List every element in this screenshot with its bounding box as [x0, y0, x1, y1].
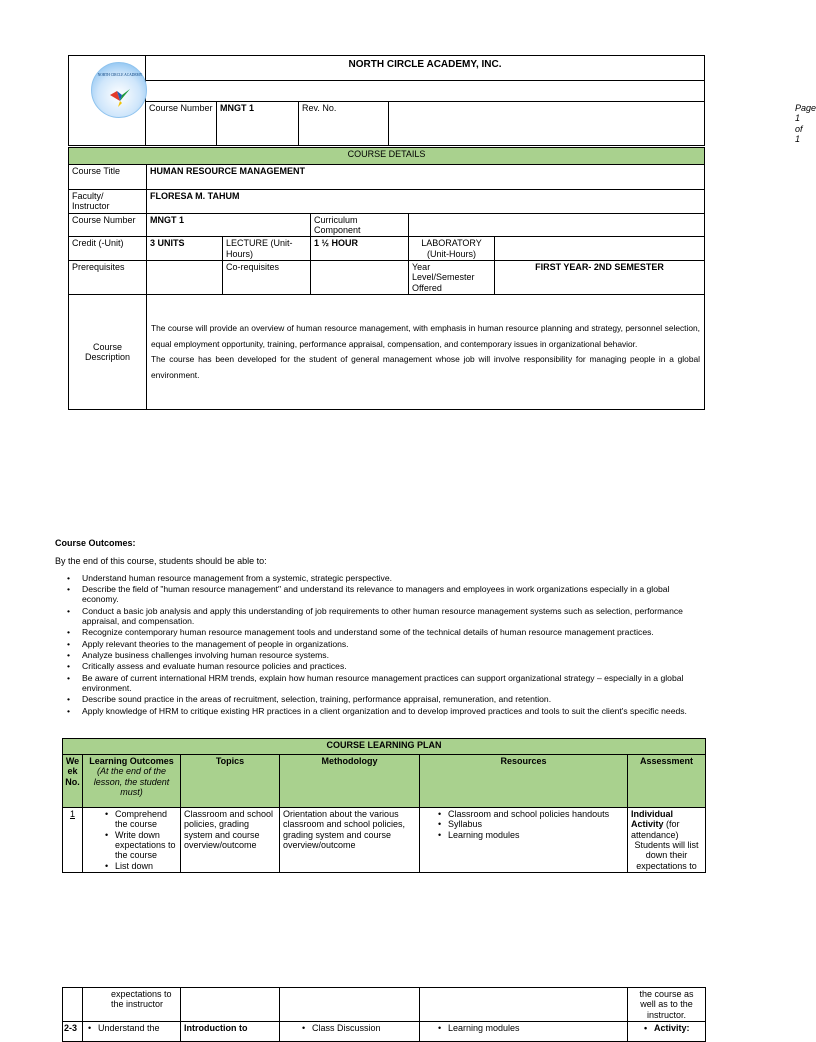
details-course-number-value: MNGT 1 — [147, 213, 311, 237]
list-item: • Activity: — [642, 1023, 702, 1033]
list-item: • Syllabus — [436, 819, 624, 829]
cont-methodology — [280, 988, 420, 1022]
outcome-item: • Recognize contemporary human resource management tools and understand some of the technical details of human resource management practices. — [65, 627, 705, 637]
assessment-rest: (for attendance) — [631, 819, 680, 840]
outcomes-title: Course Outcomes: — [55, 538, 136, 548]
row-methodology: Orientation about the various classroom and school policies, grading system and course overview/outcome — [280, 808, 420, 873]
table-row — [63, 988, 706, 1022]
row-resources-list — [436, 809, 624, 840]
outcome-item: • Apply relevant theories to the management of people in organizations. — [65, 639, 705, 649]
lecture-label: LECTURE (Unit-Hours) — [223, 237, 311, 261]
cont-outcome-2 — [83, 1022, 181, 1042]
header-table: NORTH CIRCLE ACADEMY NORTH CIRCLE ACADEMY, INC. Course Number MNGT 1 Rev. No. Page 1 of 1 — [68, 55, 705, 146]
outcome-item: • Conduct a basic job analysis and apply this understanding of job requirements to other human resource management systems such as selection, performance appraisal, and compensation. — [65, 606, 705, 626]
outcome-item: • Critically assess and evaluate human resource policies and practices. — [65, 661, 705, 671]
school-logo — [91, 62, 147, 118]
lab-label: LABORATORY (Unit-Hours) — [409, 237, 495, 261]
col-assessment: Assessment — [628, 755, 706, 808]
credit-value: 3 UNITS — [147, 237, 223, 261]
rev-label: Rev. No. — [299, 102, 389, 146]
outcomes-list — [65, 573, 705, 717]
course-title-value: HUMAN RESOURCE MANAGEMENT — [147, 165, 705, 190]
col-week: Week No. — [63, 755, 83, 808]
col-outcomes — [83, 755, 181, 808]
year-value: FIRST YEAR- 2ND SEMESTER — [495, 261, 705, 295]
credit-label: Credit (-Unit) — [69, 237, 147, 261]
outcome-item: • Describe the field of "human resource management" and understand its relevance to managers and employees in work organizations especially in a global economy. — [65, 584, 705, 604]
outcomes-intro: By the end of this course, students should be able to: — [55, 556, 267, 566]
row-resources — [420, 808, 628, 873]
coreq-label: Co-requisites — [223, 261, 311, 295]
lab-value — [495, 237, 705, 261]
header-blank-row — [146, 81, 705, 102]
week-number: 1 — [63, 808, 83, 873]
cont-resources — [420, 988, 628, 1022]
outcome-item: • Describe sound practice in the areas of recruitment, selection, training, performance appraisal, remuneration, and retention. — [65, 694, 705, 704]
assessment-more: Students will list down their expectations to — [634, 840, 699, 871]
prereq-value — [147, 261, 223, 295]
cont-topics — [181, 988, 280, 1022]
row-outcomes-list — [103, 809, 177, 871]
details-course-number-label: Course Number — [69, 213, 147, 237]
list-item: • Write down expectations to the course — [103, 830, 177, 861]
outcome-item: • Understand human resource management from a systemic, strategic perspective. — [65, 573, 705, 583]
learning-plan-table — [62, 738, 706, 873]
desc-paragraph-2: The course has been developed for the student of general management whose job will involve responsibility for managing people in a global environment. — [151, 354, 701, 380]
cont-assessment-2 — [628, 1022, 706, 1042]
row-outcomes — [83, 808, 181, 873]
col-outcomes-note: (At the end of the lesson, the student must) — [93, 766, 170, 798]
course-details-heading: COURSE DETAILS — [69, 148, 705, 165]
faculty-label: Faculty/ Instructor — [69, 190, 147, 214]
logo-text: NORTH CIRCLE ACADEMY — [97, 73, 143, 77]
table-row — [63, 808, 706, 873]
rev-value — [389, 102, 705, 146]
row-topics: Classroom and school policies, grading system and course overview/outcome — [181, 808, 280, 873]
lecture-value: 1 ½ HOUR — [311, 237, 409, 261]
row-assessment — [628, 808, 706, 873]
desc-label: Course Description — [69, 295, 147, 410]
list-item: • Learning modules — [436, 830, 624, 840]
list-item: • List down — [103, 861, 177, 871]
list-item: • Understand the — [86, 1023, 177, 1033]
outcome-item: • Apply knowledge of HRM to critique existing HR practices in a client organization and to develop improved practices and tools to suit the client's specific needs. — [65, 706, 705, 716]
outcome-item: • Be aware of current international HRM trends, explain how human resource management practices can support organizational strategy – especially in a global environment. — [65, 673, 705, 693]
course-number-label: Course Number — [146, 102, 217, 146]
list-item: • Learning modules — [436, 1023, 624, 1033]
desc-paragraph-1: The course will provide an overview of human resource management, with emphasis in human resource planning and strategy, personnel selection, equal employment opportunity, training, performance appraisal, compensation, and contemporary issues in organizational behavior. — [151, 323, 701, 349]
logo-cell — [69, 56, 146, 146]
faculty-value: FLORESA M. TAHUM — [147, 190, 705, 214]
cont-method-2 — [280, 1022, 420, 1042]
course-number-value: MNGT 1 — [217, 102, 299, 146]
assessment-bold: Individual Activity — [631, 809, 674, 830]
list-item: • Comprehend the course — [103, 809, 177, 830]
cont-topic-2: Introduction to — [181, 1022, 280, 1042]
curriculum-value — [409, 213, 705, 237]
cont-week-2: 2-3 — [63, 1022, 83, 1042]
course-title-label: Course Title — [69, 165, 147, 190]
course-details-table — [68, 147, 705, 410]
cont-outcomes: expectations to the instructor — [83, 988, 181, 1022]
learning-plan-heading: COURSE LEARNING PLAN — [63, 739, 706, 755]
coreq-value — [311, 261, 409, 295]
desc-cell — [147, 295, 705, 410]
cont-assessment: the course as well as to the instructor. — [628, 988, 706, 1022]
bird-icon — [108, 85, 132, 109]
learning-plan-continuation — [62, 987, 706, 1042]
list-item: • Class Discussion — [300, 1023, 416, 1033]
cont-resource-2 — [420, 1022, 628, 1042]
col-methodology: Methodology — [280, 755, 420, 808]
outcome-item: • Analyze business challenges involving human resource systems. — [65, 650, 705, 660]
table-row — [63, 1022, 706, 1042]
cont-week — [63, 988, 83, 1022]
col-outcomes-label: Learning Outcomes — [89, 756, 174, 766]
school-name: NORTH CIRCLE ACADEMY, INC. — [146, 56, 705, 81]
year-label: Year Level/Semester Offered — [409, 261, 495, 295]
col-topics: Topics — [181, 755, 280, 808]
curriculum-label: Curriculum Component — [311, 213, 409, 237]
prereq-label: Prerequisites — [69, 261, 147, 295]
col-resources: Resources — [420, 755, 628, 808]
list-item: • Classroom and school policies handouts — [436, 809, 624, 819]
